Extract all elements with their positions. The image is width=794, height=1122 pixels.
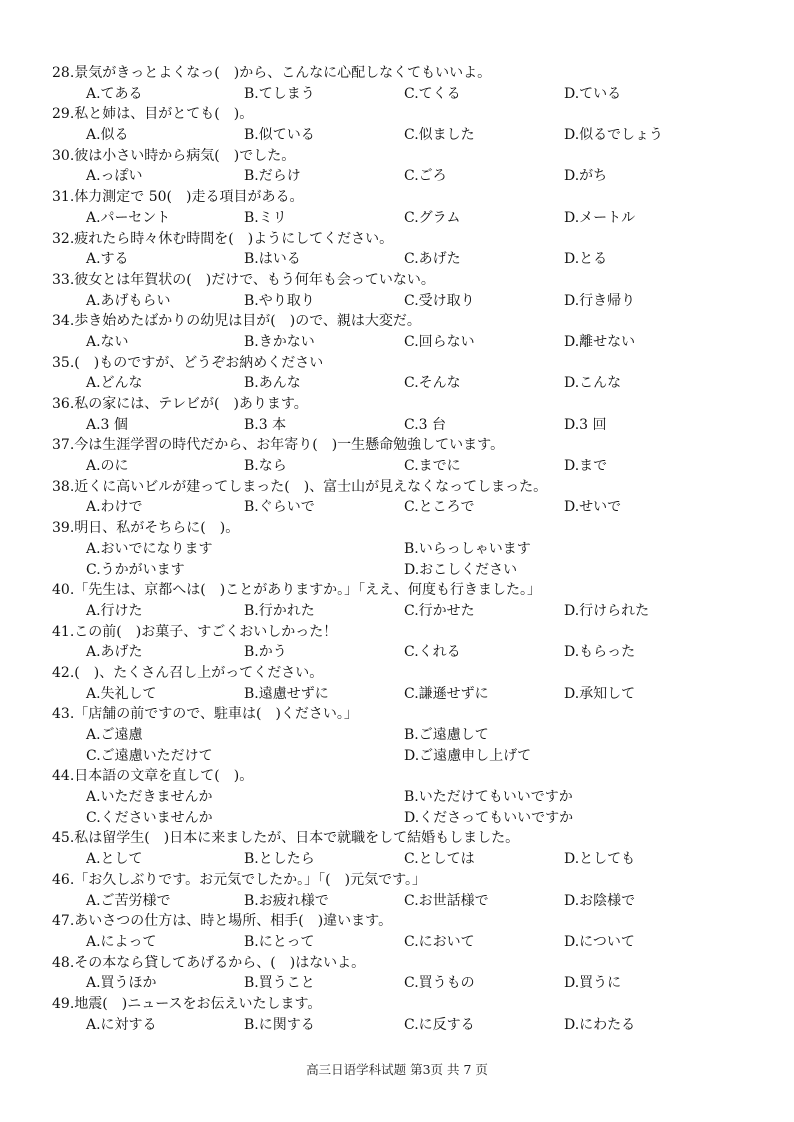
answer-option: D.メートル (564, 209, 636, 226)
option-row (52, 249, 742, 270)
answer-option: B.似ている (244, 127, 315, 144)
question-stem: 34.歩き始めたばかりの幼児は目が( )ので、親は大変だ。 (52, 313, 421, 330)
question-item (52, 63, 742, 104)
question-stem: 47.あいさつの仕方は、時と場所、相手( )違います。 (52, 913, 393, 930)
question-item (52, 766, 742, 828)
option-row (52, 208, 742, 229)
answer-option: A.あげもらい (86, 292, 171, 309)
answer-option: D.離せない (564, 333, 636, 350)
answer-option: D.買うに (564, 975, 622, 992)
answer-option: B.はいる (244, 251, 301, 268)
answer-option: C.てくる (404, 85, 461, 102)
answer-option: C.買うもの (404, 975, 475, 992)
answer-option: A.ない (86, 333, 129, 350)
answer-option: B.ご遠慮して (404, 727, 489, 743)
question-stem: 30.彼は小さい時から病気( )でした。 (52, 147, 296, 164)
answer-option: A.として (86, 851, 143, 868)
option-row (52, 125, 742, 146)
question-stem: 43.「店舗の前ですので、駐車は( )ください。」 (52, 706, 358, 723)
option-row (52, 497, 742, 518)
answer-option: B.いただけてもいいですか (404, 789, 573, 806)
answer-option: D.せいで (564, 499, 622, 516)
question-stem: 36.私の家には、テレビが( )あります。 (52, 396, 308, 412)
option-row (52, 849, 742, 870)
answer-option: B.てしまう (244, 85, 315, 102)
answer-option: B.としたら (244, 851, 315, 868)
answer-option: D.がち (564, 168, 608, 185)
answer-option: C.うかがいます (86, 561, 185, 578)
answer-option: D.承知して (564, 685, 636, 702)
question-item (52, 435, 742, 476)
answer-option: B.なら (244, 458, 287, 475)
answer-option: A.パーセント (86, 209, 171, 226)
option-row (52, 560, 742, 581)
question-stem: 28.景気がきっとよくなっ( )から、こんなに心配しなくてもいいよ。 (52, 65, 492, 81)
answer-option: C.ごろ (404, 168, 447, 185)
answer-option: C.グラム (404, 209, 461, 226)
option-row (52, 291, 742, 312)
question-stem: 33.彼女とは年賀状の( )だけで、もう何年も会っていない。 (52, 271, 435, 288)
answer-option: D.まで (564, 458, 608, 475)
answer-option: B.かう (244, 644, 287, 661)
question-item (52, 622, 742, 663)
answer-option: D.もらった (564, 644, 636, 661)
question-item (52, 477, 742, 518)
question-stem: 37.今は生涯学習の時代だから、お年寄り( )一生懸命勉強しています。 (52, 437, 505, 454)
answer-option: C.ところで (404, 499, 475, 516)
answer-option: A.ご苦労様で (86, 892, 171, 909)
answer-option: B.やり取り (244, 292, 315, 309)
option-row (52, 456, 742, 477)
answer-option: B.にとって (244, 933, 315, 950)
answer-option: B.3 本 (244, 416, 287, 433)
answer-option: D.3 回 (564, 416, 607, 433)
answer-option: B.きかない (244, 333, 315, 350)
option-row (52, 787, 742, 808)
question-list (52, 63, 742, 1035)
question-item (52, 104, 742, 145)
option-row (52, 932, 742, 953)
option-row (52, 725, 742, 746)
answer-option: C.回らない (404, 333, 475, 350)
answer-option: D.お陰様で (564, 892, 636, 909)
answer-option: A.どんな (86, 375, 143, 392)
question-item (52, 828, 742, 869)
answer-option: D.くださってもいいですか (404, 809, 574, 826)
answer-option: D.行き帰り (564, 292, 636, 309)
answer-option: A.失礼して (86, 685, 157, 702)
answer-option: C.そんな (404, 375, 461, 392)
question-stem: 46.「お久しぶりです。お元気でしたか。」「( )元気です。」 (52, 871, 426, 888)
answer-option: A.似る (86, 127, 129, 144)
answer-option: A.いただきませんか (86, 789, 213, 806)
answer-option: D.について (564, 933, 635, 950)
option-row (52, 642, 742, 663)
answer-option: A.あげた (86, 644, 143, 661)
question-stem: 49.地震( )ニュースをお伝えいたします。 (52, 995, 322, 1012)
option-row (52, 891, 742, 912)
option-row (52, 1015, 742, 1036)
option-row (52, 84, 742, 105)
answer-option: D.ている (564, 85, 622, 102)
option-row (52, 332, 742, 353)
answer-option: B.遠慮せずに (244, 685, 329, 702)
question-item (52, 994, 742, 1035)
question-item (52, 704, 742, 766)
question-item (52, 270, 742, 311)
answer-option: D.にわたる (564, 1016, 636, 1033)
answer-option: C.受け取り (404, 292, 475, 309)
answer-option: A.っぽい (86, 168, 143, 185)
answer-option: A.てある (86, 85, 143, 102)
option-row (52, 539, 742, 560)
answer-option: C.に反する (404, 1016, 475, 1033)
answer-option: C.ご遠慮いただけて (86, 747, 213, 764)
question-stem: 38.近くに高いビルが建ってしまった( )、富士山が見えなくなってしまった。 (52, 478, 548, 495)
answer-option: B.行かれた (244, 602, 315, 619)
answer-option: C.くれる (404, 644, 461, 661)
answer-option: D.とる (564, 251, 608, 268)
question-item (52, 953, 742, 994)
question-stem: 40.「先生は、京都へは( )ことがありますか。」「ええ、何度も行きました。」 (52, 582, 542, 599)
question-item (52, 229, 742, 270)
answer-option: C.において (404, 933, 475, 950)
answer-option: A.行けた (86, 602, 143, 619)
answer-option: A.おいでになります (86, 540, 213, 557)
option-row (52, 373, 742, 394)
answer-option: C.3 台 (404, 416, 447, 433)
answer-option: A.ご遠慮 (86, 727, 143, 743)
option-row (52, 166, 742, 187)
page-footer: 高三日语学科试题 第3页 共 7 页 (306, 1062, 488, 1077)
answer-option: C.くださいませんか (86, 809, 213, 826)
answer-option: D.としても (564, 851, 636, 868)
option-row (52, 746, 742, 767)
answer-option: D.ご遠慮申し上げて (404, 747, 532, 764)
question-stem: 42.( )、たくさん召し上がってください。 (52, 664, 324, 681)
question-item (52, 146, 742, 187)
answer-option: C.あげた (404, 251, 461, 268)
answer-option: C.としては (404, 851, 475, 868)
question-item (52, 187, 742, 228)
option-row (52, 415, 742, 436)
answer-option: A.のに (86, 458, 129, 475)
question-stem: 45.私は留学生( )日本に来ましたが、日本で就職をして結婚もしました。 (52, 830, 520, 847)
answer-option: A.によって (86, 933, 157, 950)
question-stem: 41.この前( )お菓子、すごくおいしかった！ (52, 623, 338, 640)
answer-option: B.お疲れ様で (244, 892, 329, 909)
answer-option: B.ぐらいで (244, 499, 315, 516)
answer-option: B.あんな (244, 375, 301, 392)
question-stem: 35.( )ものですが、どうぞお納めください (52, 354, 324, 371)
option-row (52, 684, 742, 705)
answer-option: D.こんな (564, 375, 622, 392)
answer-option: A.わけで (86, 499, 143, 516)
answer-option: B.ミリ (244, 209, 287, 226)
answer-option: A.3 個 (86, 416, 128, 433)
option-row (52, 973, 742, 994)
answer-option: B.に関する (244, 1016, 315, 1033)
question-stem: 44.日本語の文章を直して( )。 (52, 768, 254, 785)
question-item (52, 353, 742, 394)
option-row (52, 601, 742, 622)
question-item (52, 311, 742, 352)
answer-option: C.行かせた (404, 602, 475, 619)
answer-option: D.おこしください (404, 561, 518, 578)
option-row (52, 808, 742, 829)
question-item (52, 911, 742, 952)
question-item (52, 663, 742, 704)
answer-option: A.買うほか (86, 975, 157, 992)
answer-option: D.行けられた (564, 602, 650, 619)
answer-option: B.買うこと (244, 975, 315, 992)
answer-option: D.似るでしょう (564, 127, 664, 144)
question-item (52, 394, 742, 435)
question-item (52, 518, 742, 580)
answer-option: C.似ました (404, 127, 475, 144)
answer-option: C.までに (404, 458, 461, 475)
answer-option: C.謙遜せずに (404, 685, 489, 702)
question-item (52, 580, 742, 621)
question-stem: 31.体力測定で 50( )走る項目がある。 (52, 189, 304, 206)
answer-option: B.だらけ (244, 168, 301, 185)
answer-option: A.に対する (86, 1016, 157, 1033)
question-stem: 48.その本なら貸してあげるから、( )はないよ。 (52, 954, 366, 971)
answer-option: A.する (86, 251, 129, 268)
answer-option: C.お世話様で (404, 892, 489, 909)
question-stem: 32.疲れたら時々休む時間を( )ようにしてください。 (52, 230, 394, 247)
question-stem: 39.明日、私がそちらに( )。 (52, 520, 240, 537)
answer-option: B.いらっしゃいます (404, 540, 531, 557)
question-item (52, 870, 742, 911)
question-stem: 29.私と姉は、目がとても( )。 (52, 106, 254, 123)
